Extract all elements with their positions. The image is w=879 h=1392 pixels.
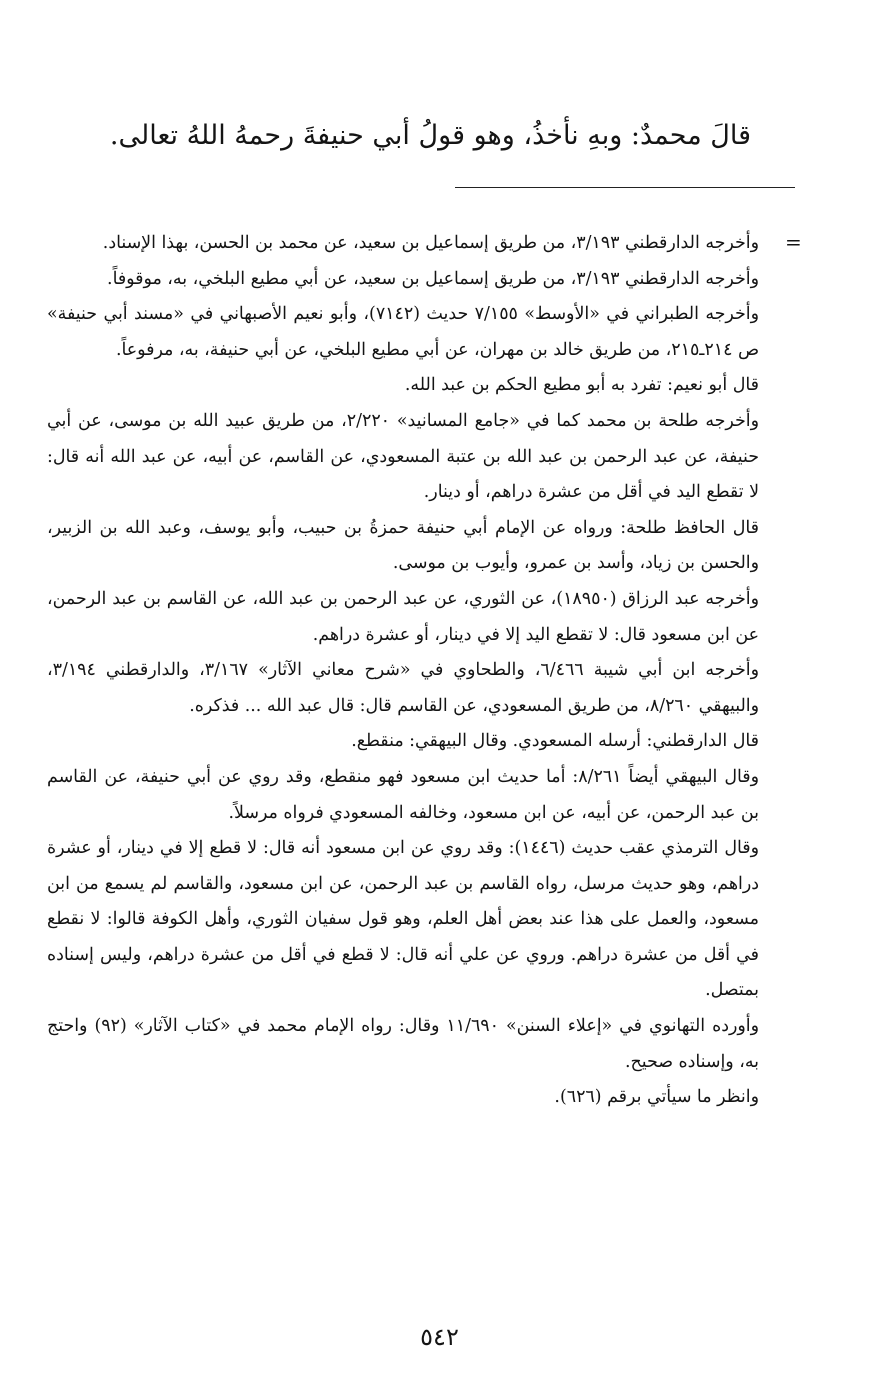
footnote-continuation-mark: = [785, 230, 802, 254]
footnote-paragraph: وأخرجه عبد الرزاق (١٨٩٥٠)، عن الثوري، عن عبد الرحمن بن عبد الله، عن القاسم بن عبد الرحمن، عن ابن مسعود قال: لا تقطع اليد إلا في دينار، أو عشرة دراهم. [47, 588, 759, 645]
footnotes-block [47, 226, 759, 1116]
footnote-separator-rule [455, 187, 795, 188]
footnote-paragraph: وأورده التهانوي في «إعلاء السنن» ١١/٦٩٠ وقال: رواه الإمام محمد في «كتاب الآثار» (٩٢) واحتج به، وإسناده صحيح. [47, 1016, 759, 1072]
footnote-paragraph: وأخرجه ابن أبي شيبة ٦/٤٦٦، والطحاوي في «شرح معاني الآثار» ٣/١٦٧، والدارقطني ٣/١٩٤، والبيهقي ٨/٢٦٠، من طريق المسعودي، عن القاسم قال: قال عبد الله ... فذكره. [47, 660, 759, 716]
footnote-paragraph: قال أبو نعيم: تفرد به أبو مطيع الحكم بن عبد الله. [404, 375, 759, 396]
footnote-paragraph: قال الدارقطني: أرسله المسعودي. وقال البيهقي: منقطع. [351, 731, 759, 752]
footnote-paragraph: وأخرجه طلحة بن محمد كما في «جامع المسانيد» ٢/٢٢٠، من طريق عبيد الله بن موسى، عن أبي حنيفة، عن عبد الرحمن بن عبد الله بن عتبة المسعودي، عن القاسم، عن أبيه، عن عبد الله أنه قال: لا تقطع اليد في أقل من عشرة دراهم، أو دينار. [47, 410, 759, 503]
footnote-paragraph: وأخرجه الدارقطني ٣/١٩٣، من طريق إسماعيل بن سعيد، عن محمد بن الحسن، بهذا الإسناد. [102, 233, 759, 253]
footnote-paragraph: وأخرجه الطبراني في «الأوسط» ٧/١٥٥ حديث (٧١٤٢)، وأبو نعيم الأصبهاني في «مسند أبي حنيفة» ص ٢١٤ـ٢١٥، من طريق خالد بن مهران، عن أبي مطيع البلخي، عن أبي حنيفة، به، مرفوعاً. [47, 304, 760, 360]
footnote-paragraph: وقال البيهقي أيضاً ٨/٢٦١: أما حديث ابن مسعود فهو منقطع، وقد روي عن أبي حنيفة، عن القاسم بن عبد الرحمن، عن أبيه، عن ابن مسعود، وخالفه المسعودي فرواه مرسلاً. [47, 766, 759, 823]
footnote-paragraph: قال الحافظ طلحة: ورواه عن الإمام أبي حنيفة حمزةُ بن حبيب، وأبو يوسف، وعبد الله بن الزبير، والحسن بن زياد، وأسد بن عمرو، وأيوب بن موسى. [47, 517, 759, 574]
main-text: قالَ محمدٌ: وبهِ نأخذُ، وهو قولُ أبي حنيفةَ رحمهُ اللهُ تعالى. [109, 120, 751, 151]
footnote-paragraph: وقال الترمذي عقب حديث (١٤٤٦): وقد روي عن ابن مسعود أنه قال: لا قطع إلا في دينار، أو عشرة دراهم، وهو حديث مرسل، رواه القاسم بن عبد الرحمن، عن ابن مسعود، والقاسم لم يسمع من ابن مسعود، والعمل على هذا عند بعض أهل العلم، وهو قول سفيان الثوري، وأهل الكوفة قالوا: لا نقطع في أقل من عشرة دراهم. وروي عن علي أنه قال: لا قطع في أقل من عشرة دراهم، وليس إسناده بمتصل. [47, 838, 760, 1001]
footnote-paragraph: وأخرجه الدارقطني ٣/١٩٣، من طريق إسماعيل بن سعيد، عن أبي مطيع البلخي، به، موقوفاً. [107, 268, 759, 289]
page-number: ٥٤٢ [420, 1323, 459, 1351]
footnote-paragraph: وانظر ما سيأتي برقم (٦٢٦). [554, 1087, 759, 1108]
